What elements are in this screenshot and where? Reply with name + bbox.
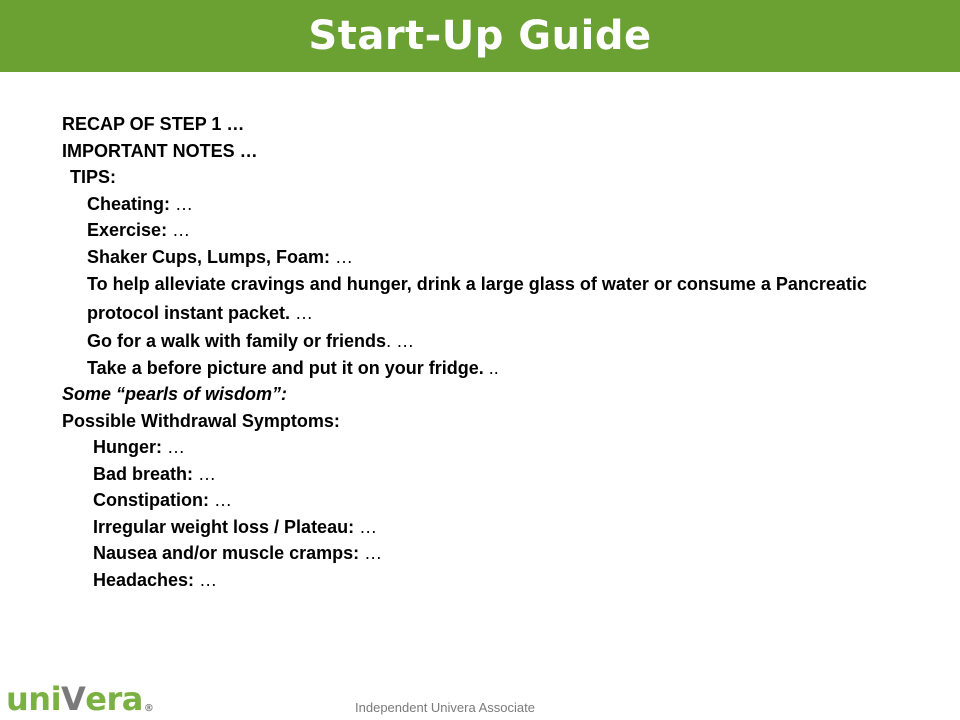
tip-label: To help alleviate cravings and hunger, drink a large glass of water or consume a Pancreatic protocol instant packet. <box>87 274 867 323</box>
tip-ellipsis: … <box>330 246 354 267</box>
symptom-label: Headaches: <box>93 569 195 590</box>
symptom-label: Hunger: <box>93 437 162 457</box>
symptom-ellipsis: … <box>194 569 218 590</box>
symptom-ellipsis: … <box>359 543 383 563</box>
tip-item-cheating <box>62 191 922 218</box>
symptom-label: Irregular weight loss / Plateau: <box>93 516 355 537</box>
tip-label: Go for a walk with family or friends <box>87 331 387 351</box>
symptom-ellipsis: … <box>162 437 186 457</box>
symptom-item-bad-breath <box>62 461 922 488</box>
associate-footer: Independent Univera Associate <box>355 700 535 715</box>
guide-content <box>62 111 922 593</box>
tip-ellipsis: . … <box>386 331 415 351</box>
symptom-item-nausea <box>62 540 922 567</box>
tip-label: Cheating: <box>87 193 170 214</box>
tip-ellipsis: .. <box>483 357 499 378</box>
logo-registered-mark: ® <box>143 703 154 714</box>
symptom-ellipsis: … <box>208 490 232 510</box>
tip-item-cravings <box>62 270 887 328</box>
pearls-heading: Some “pearls of wisdom”: <box>62 384 288 404</box>
tip-ellipsis: … <box>167 220 191 240</box>
withdrawal-heading: Possible Withdrawal Symptoms: <box>62 410 340 431</box>
important-notes-heading: IMPORTANT NOTES … <box>62 140 258 161</box>
symptom-ellipsis: … <box>193 463 217 484</box>
tip-item-walk <box>62 328 922 355</box>
symptom-label: Nausea and/or muscle cramps: <box>93 543 360 563</box>
symptom-item-hunger <box>62 434 922 461</box>
tip-ellipsis: … <box>290 303 314 323</box>
symptom-label: Constipation: <box>93 490 209 510</box>
symptom-ellipsis: … <box>354 516 378 537</box>
tip-label: Take a before picture and put it on your fridge. <box>87 357 484 378</box>
tip-label: Shaker Cups, Lumps, Foam: <box>87 246 331 267</box>
symptom-label: Bad breath: <box>93 463 194 484</box>
page-title: Start-Up Guide <box>308 13 652 59</box>
symptom-item-constipation <box>62 487 922 514</box>
tip-item-picture <box>62 355 922 382</box>
symptom-item-headaches <box>62 567 922 594</box>
symptom-item-irregular-weight-loss <box>62 514 922 541</box>
tips-heading: TIPS: <box>70 167 117 187</box>
logo-text-part3: era <box>85 680 143 718</box>
tip-label: Exercise: <box>87 220 168 240</box>
tip-ellipsis: … <box>170 193 194 214</box>
tip-item-shaker-cups <box>62 244 922 271</box>
recap-heading: RECAP OF STEP 1 … <box>62 114 245 134</box>
logo-text-part2: V <box>61 680 86 718</box>
tip-item-exercise <box>62 217 922 244</box>
logo-text-part1: uni <box>6 680 62 718</box>
